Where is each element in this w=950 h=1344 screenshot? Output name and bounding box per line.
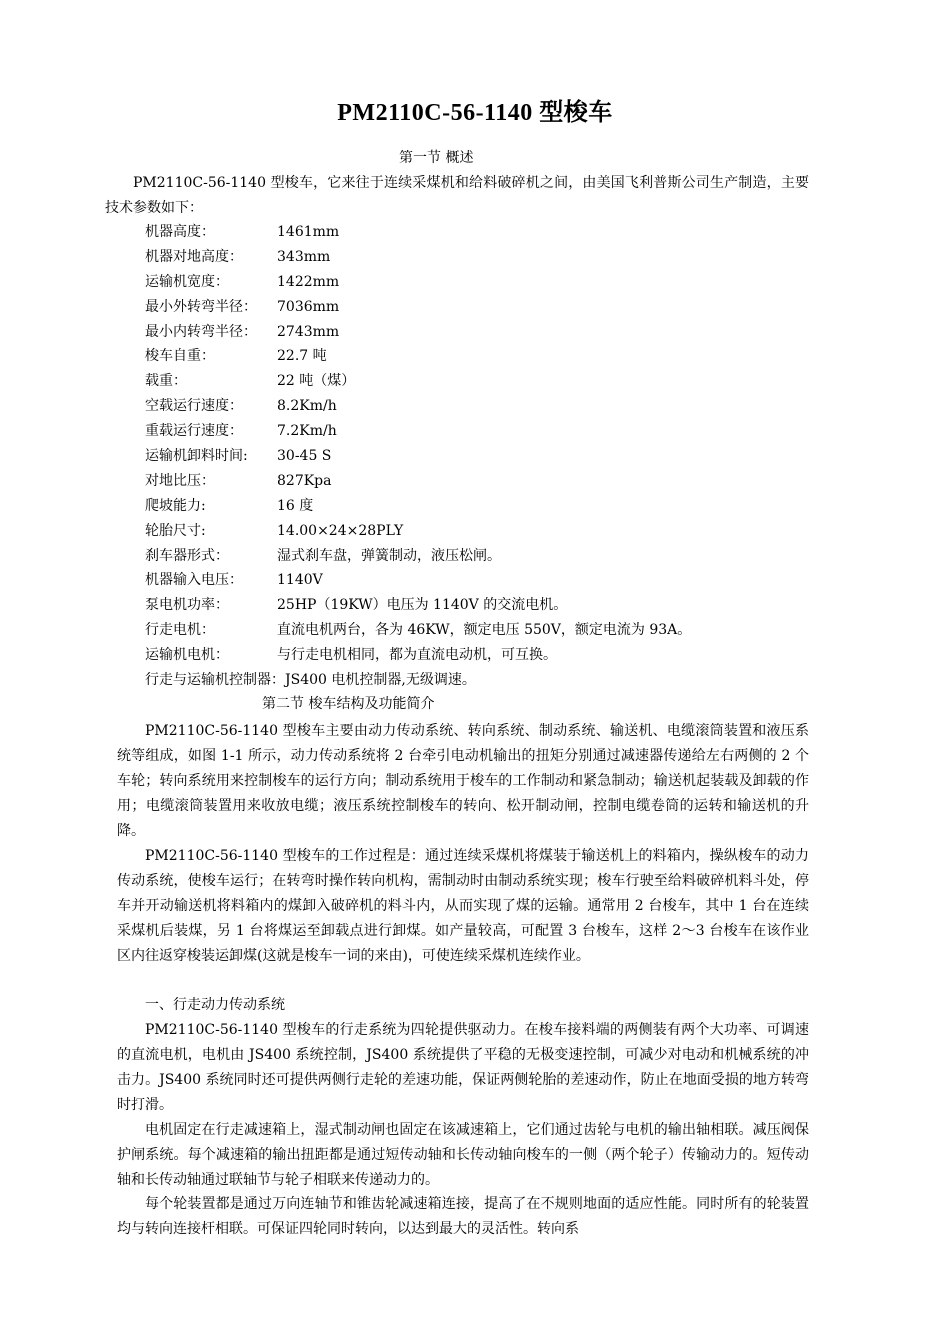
spec-value: 7036mm [277,298,340,315]
spec-row [145,519,825,544]
section-1-heading: 第一节 概述 [399,150,474,166]
section-2-paragraph-4: 电机固定在行走减速箱上，湿式制动闸也固定在该减速箱上，它们通过齿轮与电机的输出轴相联。减压阀保护闸系统。每个减速箱的输出扭距都是通过短传动轴和长传动轴向梭车的一侧（两个轮子）传输动力的。短传动轴和长传动轴通过联轴节与轮子相联来传递动力的。 [117,1122,809,1188]
spec-label: 最小内转弯半径： [145,323,257,340]
spec-value: 30-45 S [277,448,332,465]
spec-label: 梭车自重： [145,348,215,365]
spec-row [145,344,825,369]
spec-label: 轮胎尺寸: [145,522,206,539]
spec-list [145,220,825,693]
subsection-heading: 一、行走动力传动系统 [145,997,285,1013]
spec-value: 343mm [277,248,331,265]
spec-value: 1422mm [277,273,340,290]
spec-value: 25HP（19KW）电压为 1140V 的交流电机。 [277,597,568,614]
spec-value: 8.2Km/h [277,398,337,415]
spec-value: 7.2Km/h [277,423,337,440]
spec-row [145,295,825,320]
section-2-paragraph-3: PM2110C-56-1140 型梭车的行走系统为四轮提供驱动力。在梭车接料端的两侧装有两个大功率、可调速的直流电机，电机由 JS400 系统控制，JS400 系统提供了平稳的无极变速控制，可减少对电动和机械系统的冲击力。JS400 系统同时还可提供两侧行走轮的差速功能，保证两侧轮胎的差速动作，防止在地面受损的地方转弯时打滑。 [117,1022,809,1113]
spec-row [145,369,825,394]
spec-label: 对地比压： [145,472,215,489]
spec-value: 827Kpa [277,472,332,489]
spec-label: 重载运行速度： [145,423,243,440]
spec-label: 载重： [145,373,187,390]
spec-row [145,593,825,618]
spec-label: 刹车器形式： [145,547,229,564]
document-title: PM2110C-56-1140 型梭车 [337,100,613,126]
spec-value: 湿式刹车盘，弹簧制动，液压松闸。 [277,547,501,564]
section-2-heading: 第二节 梭车结构及功能简介 [262,696,435,712]
spec-value: 22 吨（煤） [277,373,356,390]
spec-label: 泵电机功率： [145,597,229,614]
spec-label: 爬坡能力: [145,497,206,514]
spec-row [145,270,825,295]
section-2-paragraph-5: 每个轮装置都是通过万向连轴节和锥齿轮减速箱连接，提高了在不规则地面的适应性能。同时所有的轮装置均与转向连接杆相联。可保证四轮同时转向，以达到最大的灵活性。转向系 [117,1196,809,1237]
spec-label: 运输机宽度： [145,273,229,290]
spec-value: JS400 电机控制器,无级调速。 [285,672,476,689]
spec-label: 行走电机： [145,622,215,639]
section-2-paragraph-1: PM2110C-56-1140 型梭车主要由动力传动系统、转向系统、制动系统、输送机、电缆滚筒装置和液压系统等组成，如图 1-1 所示，动力传动系统将 2 台牵引电动机输出的扭矩分别通过减速器传递给左右两侧的 2 个车轮；转向系统用来控制梭车的运行方向；制动系统用于梭车的工作制动和紧急制动；输送机起装载及卸载的作用；电缆滚筒装置用来收放电缆；液压系统控制梭车的转向、松开制动闸，控制电缆卷筒的运转和输送机的升降。 [117,723,809,839]
spec-value: 直流电机两台，各为 46KW，额定电压 550V，额定电流为 93A。 [277,622,692,639]
spec-row [145,320,825,345]
spec-label: 运输机电机： [145,647,229,664]
spec-value: 14.00×24×28PLY [277,522,404,539]
spec-label: 运输机卸料时间: [145,448,248,465]
spec-label: 机器输入电压： [145,572,243,589]
spec-value: 1461mm [277,224,340,240]
spec-row [145,494,825,519]
spec-value: 16 度 [277,497,314,514]
spec-row [145,618,825,643]
spec-row [145,643,825,668]
spec-row [145,245,825,270]
spec-label: 空载运行速度： [145,398,243,415]
spec-row [145,220,825,245]
spec-value: 与行走电机相同，都为直流电动机，可互换。 [277,647,557,664]
spec-row [145,469,825,494]
spec-row [145,568,825,593]
section-1-intro: PM2110C-56-1140 型梭车，它来往于连续采煤机和给料破碎机之间，由美国飞利普斯公司生产制造，主要技术参数如下： [105,175,809,216]
section-2-paragraph-2: PM2110C-56-1140 型梭车的工作过程是：通过连续采煤机将煤装于输送机上的料箱内，操纵梭车的动力传动系统，使梭车运行；在转弯时操作转向机构，需制动时由制动系统实现；梭车行驶至给料破碎机料斗处，停车并开动输送机将料箱内的煤卸入破碎机的料斗内，从而实现了煤的运输。通常用 2 台梭车，其中 1 台在连续采煤机后装煤，另 1 台将煤运至卸载点进行卸煤。如产量较高，可配置 3 台梭车，这样 2～3 台梭车在该作业区内往返穿梭装运卸煤(这就是梭车一词的来由)，可使连续采煤机连续作业。 [117,848,809,964]
spec-value: 22.7 吨 [277,348,327,365]
spec-row [145,444,825,469]
spec-label: 机器对地高度： [145,248,243,265]
spec-value: 1140V [277,572,323,589]
spec-label: 行走与运输机控制器： [145,672,285,689]
spec-label: 最小外转弯半径： [145,298,257,315]
spec-row [145,394,825,419]
spec-label: 机器高度： [145,224,215,240]
spec-row [145,544,825,569]
spec-value: 2743mm [277,323,340,340]
spec-row [145,419,825,444]
spec-row [145,668,825,693]
